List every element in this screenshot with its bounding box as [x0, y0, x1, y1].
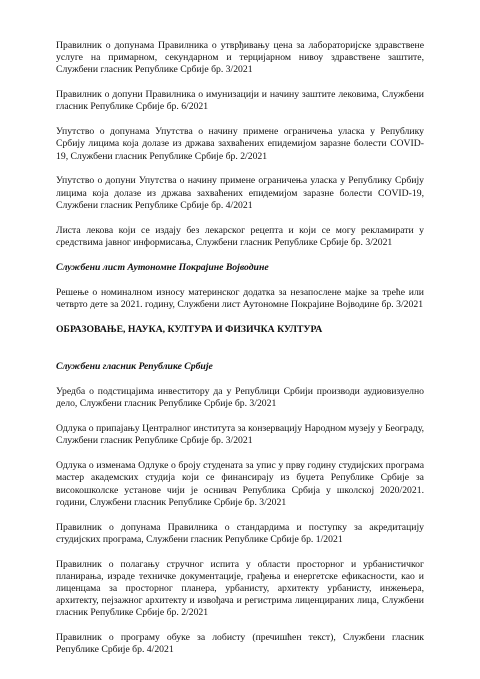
list-item: Листа лекова који се издају без лекарског рецепта и који се могу рекламирати у средствима јавног информисања, Службени гласник Републике Србије бр. 3/2021 [56, 224, 424, 248]
list-item: Упутство о допуни Упутства о начину примене ограничења уласка у Републику Србију лицима која долазе из држава захваћених епидемијом заразне болести COVID-19, Службени гласник Републике Србије бр. 4/2021 [56, 175, 424, 211]
list-item: Правилник о полагању стручног испита у области просторног и урбанистичког планирања, израде техничке документације, грађења и енергетске ефикасности, као и лиценцама за просторног планера, урбанисту, архитекту урбанисту, инжењера, архитекту, пејзажног архитекту и извођача и регистрима лиценцираних лица, Службени гласник Републике Србије бр. 2/2021 [56, 558, 424, 619]
list-item: Одлука о припајању Централног института за конзервацију Народном музеју у Београду, Службени гласник Републике Србије бр. 3/2021 [56, 423, 424, 447]
list-item: Правилник о програму обуке за лобисту (пречишћен текст), Службени гласник Републике Србије бр. 4/2021 [56, 632, 424, 656]
list-item: Решење о номиналном износу материнског додатка за незапослене мајке за треће или четврто дете за 2021. годину, Службени лист Аутономне Покрајине Војводине бр. 3/2021 [56, 286, 424, 311]
vojvodina-gazette-heading: Службени лист Аутономне Покрајине Војводине [56, 261, 269, 273]
list-item: Одлука о изменама Одлуке о броју студената за упис у прву годину студијских програма мастер академских студија који се финансирају из буџета Републике Србије за високошколске установе чији је оснивач Република Србија у школској 2020/2021. години, Службени гласник Републике Србије бр. 3/2021 [56, 460, 424, 508]
list-item: Правилник о допуни Правилника о имунизацији и начину заштите лековима, Службени гласник Републике Србије бр. 6/2021 [56, 89, 424, 113]
list-item: Правилник о допунама Правилника о стандардима и поступку за акредитацију студијских програма, Службени гласник Републике Србије бр. 1/2021 [56, 521, 424, 545]
list-item: Уредба о подстицајима инвеститору да у Републици Србији производи аудиовизуелно дело, Службени гласник Републике Србије бр. 3/2021 [56, 386, 424, 410]
list-item: Упутство о допунама Упутства о начину примене ограничења уласка у Републику Србију лицима која долазе из држава захваћених епидемијом заразне болести COVID-19, Службени гласник Републике Србије бр. 2/2021 [56, 126, 424, 162]
serbia-gazette-heading: Службени гласник Републике Србије [56, 361, 213, 373]
list-item: Правилник о допунама Правилника о утврђивању цена за лабораторијске здравствене услуге на примарном, секундарном и терцијарном нивоу здравствене заштите, Службени гласник Републике Србије бр. 3/2021 [56, 40, 424, 76]
section-heading: ОБРАЗОВАЊЕ, НАУКА, КУЛТУРА И ФИЗИЧКА КУЛТУРА [56, 323, 323, 335]
